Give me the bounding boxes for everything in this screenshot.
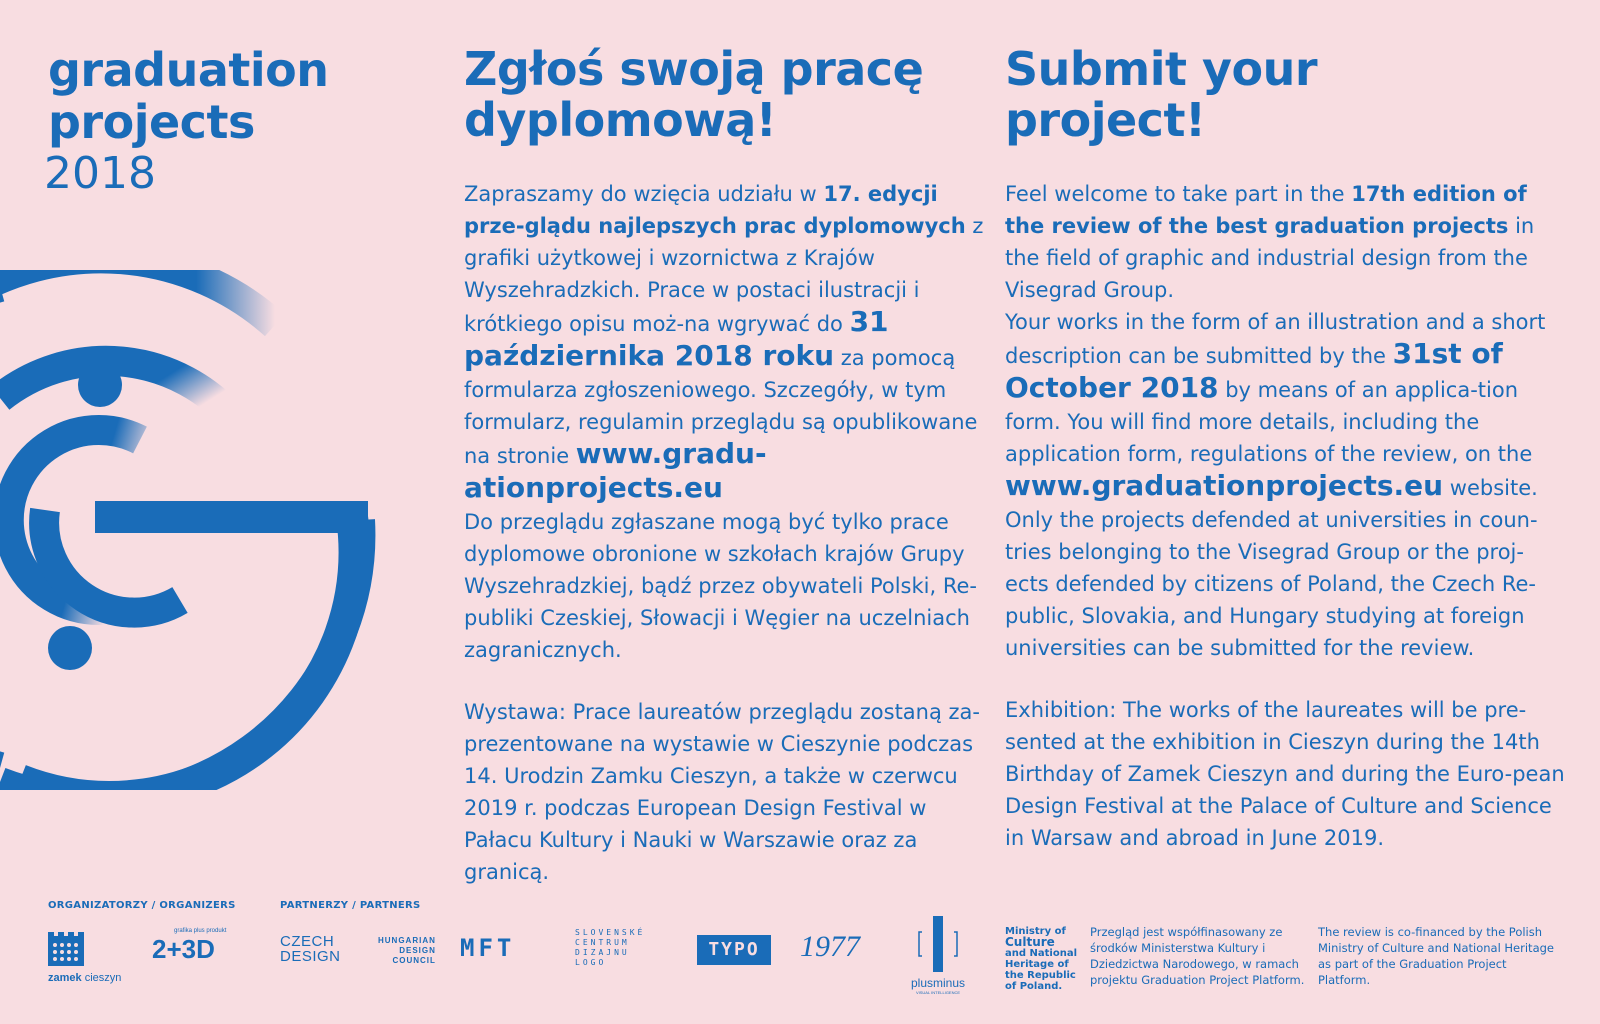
slovenske-centrum-dizajnu-logo xyxy=(575,928,645,968)
pl-p1-text-e: za pomocą formularza zgłoszeniowego. Szczegóły, w tym formularz, regulamin przeglądu są opublikowane na stronie xyxy=(464,346,978,468)
twoplus-logo xyxy=(152,928,226,965)
plusminus-mark-icon xyxy=(918,916,958,972)
en-heading-line1: Submit your xyxy=(1005,42,1318,96)
pl-paragraph-1 xyxy=(464,178,994,506)
partners-label: PARTNERZY / PARTNERS xyxy=(280,900,421,911)
cieszyn-text: cieszyn xyxy=(84,972,122,984)
hungarian-text: HUNGARIAN xyxy=(378,936,436,945)
pl-paragraph-2: Do przeglądu zgłaszane mogą być tylko prace dyplomowe obronione w szkołach krajów Grupy Wyszehradzkiej, bądź przez obywateli Polski, Re-publiki Czeskiej, Słowacji i Węgier na uczelniach zagranicznych. xyxy=(464,510,977,662)
cofinance-note-pl: Przegląd jest współfinasowany ze środków Ministerstwa Kultury i Dziedzictwa Narodowego, w ramach projektu Graduation Project Platform. xyxy=(1090,925,1305,987)
cofinance-note-en: The review is co-financed by the Polish Ministry of Culture and National Heritage as part of the Graduation Project Platform. xyxy=(1318,925,1554,987)
logo-year: 2018 xyxy=(44,148,156,199)
logo-title-line2: projects xyxy=(48,95,255,149)
logo-title xyxy=(48,44,328,148)
en-p1-website-link[interactable]: www.graduationprojects.eu xyxy=(1005,469,1444,502)
pl-p1-deadline: 31 października 2018 roku xyxy=(464,305,889,372)
pl-paragraph-3: Wystawa: Prace laureatów przeglądu zostaną za-prezentowane na wystawie w Cieszynie podczas 14. Urodzin Zamku Cieszyn, a także w czerwcu 2019 r. podczas European Design Festival w Pałacu Kultury i Nauki w Warszawie oraz za granicą. xyxy=(464,700,980,884)
ministry-line6: of Poland. xyxy=(1005,981,1063,992)
en-p1-text-d: Your works in the form of an illustration and a short description can be submitted by the xyxy=(1005,310,1546,368)
czech-text: CZECH xyxy=(280,933,335,950)
sk-line2: CENTRUM xyxy=(575,938,630,947)
typo-logo: TYPO xyxy=(697,935,771,965)
en-paragraph-1 xyxy=(1005,178,1565,306)
g-dot-bottom xyxy=(48,626,92,670)
ministry-line4: Heritage of xyxy=(1005,959,1069,970)
en-body xyxy=(1005,178,1565,854)
pl-body xyxy=(464,178,994,888)
en-paragraph-1b xyxy=(1005,306,1565,504)
plusminus-logo xyxy=(898,916,978,995)
plusminus-text: plusminus xyxy=(910,976,966,990)
en-p1-text-h: website. xyxy=(1443,476,1538,500)
en-paragraph-3: Exhibition: The works of the laureates will be pre-sented at the exhibition in Cieszyn during the 14th Birthday of Zamek Cieszyn and during the Euro-pean Design Festival at the Palace of Culture and Science in Warsaw and abroad in June 2019. xyxy=(1005,698,1565,850)
en-heading xyxy=(1005,44,1565,146)
sk-line1: SLOVENSKÉ xyxy=(575,928,646,937)
logo-title-line1: graduation xyxy=(48,43,329,97)
g-outer-arc xyxy=(0,270,275,325)
zamek-cieszyn-logo xyxy=(48,932,121,984)
hungarian-design-council-logo xyxy=(378,936,436,966)
pl-p1-text-c: z grafiki użytkowej i wzornictwa z Krajów Wyszehradzkich. Prace w postaci ilustracji i krótkiego opisu moż-na wgrywać do xyxy=(464,214,984,336)
mft-logo: MFT xyxy=(460,934,516,962)
pl-p1-website-link[interactable]: www.gradu-ationprojects.eu xyxy=(464,437,767,504)
ministry-logo xyxy=(1005,926,1085,992)
czech-design-logo xyxy=(280,934,341,964)
g-bar xyxy=(95,501,368,533)
en-p1-text-f: by means of an applica-tion form. You will find more details, including the application form, regulations of the review, on the xyxy=(1005,378,1533,466)
pl-heading-line1: Zgłoś swoją pracę xyxy=(464,42,924,96)
council-text: COUNCIL xyxy=(392,956,436,965)
g-dot-top xyxy=(78,363,122,407)
en-p1-text-c: in the field of graphic and industrial design from the Visegrad Group. xyxy=(1005,214,1535,302)
zamek-text: zamek xyxy=(48,972,82,984)
twoplus-sub: grafika plus produkt xyxy=(174,928,227,934)
plusminus-sub: VISUAL INTELLIGENCE xyxy=(915,990,961,995)
en-paragraph-2: Only the projects defended at universities in coun-tries belonging to the Visegrad Group or the proj-ects defended by citizens of Poland, the Czech Re-public, Slovakia, and Hungary studying at foreign universities can be submitted for the review. xyxy=(1005,508,1538,660)
hungarian-design-text: DESIGN xyxy=(399,946,436,955)
castle-icon xyxy=(48,932,84,966)
1977-logo: 1977 xyxy=(800,930,860,963)
en-p1-deadline: 31st of October 2018 xyxy=(1005,337,1503,404)
en-p1-text-a: Feel welcome to take part in the xyxy=(1005,182,1352,206)
design-text: DESIGN xyxy=(280,948,341,965)
sk-line3: DIZAJNU xyxy=(575,948,630,957)
en-heading-line2: project! xyxy=(1005,93,1206,147)
pl-heading-line2: dyplomową! xyxy=(464,93,777,147)
g-logo-graphic xyxy=(0,270,380,790)
pl-heading xyxy=(464,44,984,146)
ministry-line2: Culture xyxy=(1005,935,1055,949)
twoplus-text: 2+3D xyxy=(152,934,215,964)
ministry-line5: the Republic xyxy=(1005,970,1076,981)
organizers-label: ORGANIZATORZY / ORGANIZERS xyxy=(48,900,236,911)
ministry-line3: and National xyxy=(1005,948,1077,959)
pl-p1-edition: 17. edycji prze-glądu najlepszych prac dyplomowych xyxy=(464,182,966,238)
sk-line4: LOGO xyxy=(575,958,607,967)
en-p1-edition: 17th edition of the review of the best graduation projects xyxy=(1005,182,1527,238)
ministry-line1: Ministry of xyxy=(1005,926,1066,937)
pl-p1-text-a: Zapraszamy do wzięcia udziału w xyxy=(464,182,824,206)
